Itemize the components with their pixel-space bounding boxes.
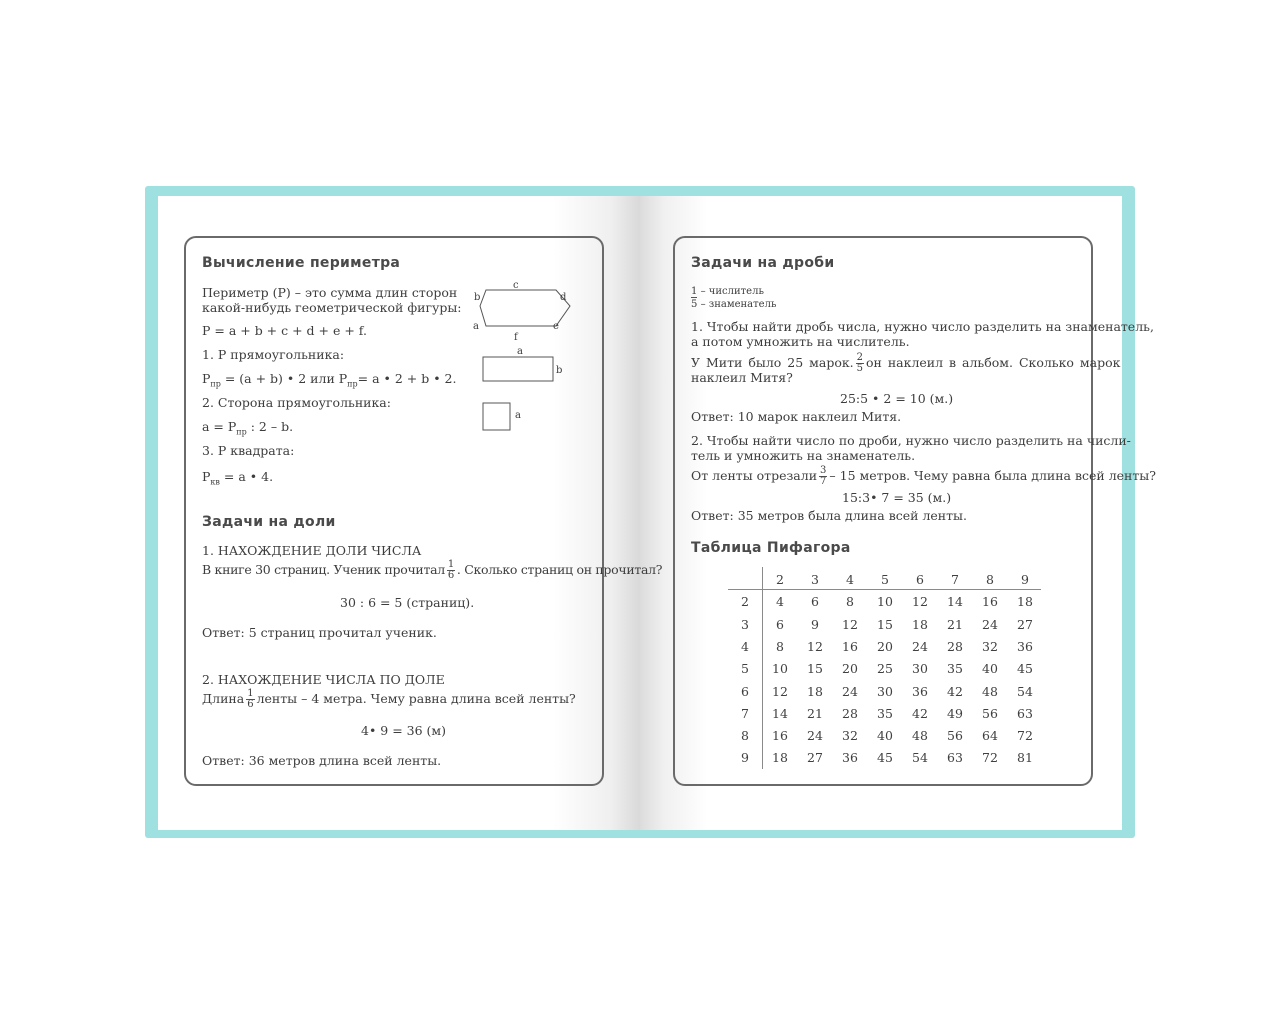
table-cell: 36 — [1017, 638, 1033, 654]
table-cell: 64 — [982, 728, 998, 744]
table-cell: 45 — [877, 750, 893, 766]
table-cell: 30 — [912, 661, 928, 677]
table-row-header: 6 — [741, 683, 749, 699]
fractions-rule-1a: 1. Чтобы найти дробь числа, нужно число разделить на знаменатель, — [691, 319, 1154, 334]
table-cell: 12 — [772, 683, 788, 699]
table-cell: 63 — [1017, 705, 1033, 721]
rect-label-a: a — [517, 346, 523, 357]
table-cell: 28 — [842, 705, 858, 721]
table-cell: 72 — [1017, 728, 1033, 744]
fraction-one-sixth-2: $\frac{1}{6}$ — [247, 688, 254, 710]
table-cell: 12 — [842, 616, 858, 632]
hex-label-b: b — [474, 292, 481, 303]
table-cell: 45 — [1017, 661, 1033, 677]
table-cell: 18 — [772, 750, 788, 766]
fractions-task-2: От ленты отрезали $\frac{3}{7}$ – 15 метров. Чему равна была длина всей ленты? — [691, 465, 1156, 487]
shares-2-task: Длина $\frac{1}{6}$ ленты – 4 метра. Чему равна длина всей ленты? — [202, 688, 576, 710]
table-cell: 16 — [772, 728, 788, 744]
table-cell: 21 — [947, 616, 963, 632]
rectangle-figure — [482, 356, 556, 384]
perimeter-definition-1: Периметр (Р) – это сумма длин сторон — [202, 285, 458, 300]
table-cell: 14 — [772, 705, 788, 721]
table-cell: 48 — [982, 683, 998, 699]
perimeter-formula: P = a + b + c + d + e + f. — [202, 323, 367, 338]
table-header-cell: 7 — [951, 572, 959, 587]
table-side-line — [762, 567, 763, 769]
table-cell: 12 — [807, 638, 823, 654]
fractions-title: Задачи на дроби — [691, 255, 835, 271]
square-formula: $P_{кв} = a$ • 4. — [202, 469, 274, 487]
table-cell: 20 — [877, 638, 893, 654]
table-cell: 15 — [807, 661, 823, 677]
table-cell: 40 — [877, 728, 893, 744]
rect-formula: $P_{пр} = (a + b)$ • 2 или $P_{пр}= a$ • 2 + b • 2. — [202, 371, 457, 389]
shares-1-calc: 30 : 6 = 5 (страниц). — [340, 595, 475, 610]
shares-1-task: В книге 30 страниц. Ученик прочитал $\frac{1}{6}$ . Сколько страниц он прочитал? — [202, 559, 663, 581]
table-cell: 10 — [877, 594, 893, 610]
table-row-header: 2 — [741, 594, 749, 610]
table-row-header: 3 — [741, 616, 749, 632]
side-formula: $a = P_{пр}$ : 2 – b. — [202, 419, 294, 437]
fractions-rule-2a: 2. Чтобы найти число по дроби, нужно число разделить на числи- — [691, 433, 1131, 448]
table-cell: 20 — [842, 661, 858, 677]
fractions-task-1-cont: наклеил Митя? — [691, 370, 793, 385]
hex-label-d: d — [560, 292, 567, 303]
hexagon-figure — [470, 276, 580, 338]
table-cell: 24 — [842, 683, 858, 699]
table-cell: 36 — [912, 683, 928, 699]
side-heading: 2. Сторона прямоугольника: — [202, 395, 391, 410]
square-heading: 3. Р квадрата: — [202, 443, 295, 458]
table-header-cell: 5 — [881, 572, 889, 587]
table-cell: 28 — [947, 638, 963, 654]
table-cell: 4 — [776, 594, 784, 610]
table-header-cell: 4 — [846, 572, 854, 587]
table-cell: 8 — [846, 594, 854, 610]
table-cell: 35 — [877, 705, 893, 721]
table-cell: 54 — [1017, 683, 1033, 699]
hex-label-c: c — [513, 280, 519, 291]
table-row-header: 5 — [741, 661, 749, 677]
shares-1-answer: Ответ: 5 страниц прочитал ученик. — [202, 625, 437, 640]
pythagoras-title: Таблица Пифагора — [691, 540, 851, 556]
shares-title: Задачи на доли — [202, 514, 336, 530]
shares-2-heading: 2. НАХОЖДЕНИЕ ЧИСЛА ПО ДОЛЕ — [202, 672, 445, 687]
shares-2-answer: Ответ: 36 метров длина всей ленты. — [202, 753, 442, 768]
fraction-legend: 1 – числитель 5 – знаменатель — [691, 286, 777, 310]
table-header-cell: 3 — [811, 572, 819, 587]
hex-label-a: a — [473, 321, 479, 332]
table-cell: 16 — [842, 638, 858, 654]
table-row-header: 7 — [741, 705, 749, 721]
table-cell: 36 — [842, 750, 858, 766]
table-cell: 18 — [807, 683, 823, 699]
table-cell: 24 — [982, 616, 998, 632]
table-cell: 27 — [1017, 616, 1033, 632]
rect-label-b: b — [556, 365, 563, 376]
fractions-calc-1: 25:5 • 2 = 10 (м.) — [840, 391, 954, 406]
table-cell: 49 — [947, 705, 963, 721]
table-cell: 15 — [877, 616, 893, 632]
table-cell: 30 — [877, 683, 893, 699]
fractions-calc-2: 15:3• 7 = 35 (м.) — [842, 490, 952, 505]
table-row-header: 9 — [741, 750, 749, 766]
table-cell: 18 — [912, 616, 928, 632]
shares-1-heading: 1. НАХОЖДЕНИЕ ДОЛИ ЧИСЛА — [202, 543, 422, 558]
table-header-cell: 8 — [986, 572, 994, 587]
table-cell: 54 — [912, 750, 928, 766]
table-cell: 48 — [912, 728, 928, 744]
table-cell: 42 — [947, 683, 963, 699]
table-cell: 42 — [912, 705, 928, 721]
table-row-header: 4 — [741, 638, 749, 654]
table-cell: 16 — [982, 594, 998, 610]
table-cell: 35 — [947, 661, 963, 677]
shares-2-calc: 4• 9 = 36 (м) — [361, 723, 447, 738]
table-cell: 9 — [811, 616, 819, 632]
fractions-rule-2b: тель и умножить на знаменатель. — [691, 448, 916, 463]
fractions-answer-2: Ответ: 35 метров была длина всей ленты. — [691, 508, 967, 523]
table-cell: 6 — [776, 616, 784, 632]
table-cell: 10 — [772, 661, 788, 677]
table-cell: 81 — [1017, 750, 1033, 766]
fractions-rule-1b: а потом умножить на числитель. — [691, 334, 910, 349]
table-cell: 72 — [982, 750, 998, 766]
table-cell: 24 — [807, 728, 823, 744]
fraction-two-fifths: $\frac{2}{5}$ — [856, 352, 864, 374]
table-cell: 12 — [912, 594, 928, 610]
hex-label-e: e — [553, 321, 559, 332]
table-cell: 18 — [1017, 594, 1033, 610]
fraction-three-sevenths: $\frac{3}{7}$ — [820, 465, 827, 487]
table-header-cell: 6 — [916, 572, 924, 587]
square-label-a: a — [515, 410, 521, 421]
table-cell: 63 — [947, 750, 963, 766]
table-row-header: 8 — [741, 728, 749, 744]
table-cell: 8 — [776, 638, 784, 654]
table-cell: 27 — [807, 750, 823, 766]
table-cell: 14 — [947, 594, 963, 610]
fractions-task-1: У Мити было 25 марок. $\frac{2}{5}$ он наклеил в альбом. Сколько марок — [691, 352, 1121, 374]
fraction-one-sixth: $\frac{1}{6}$ — [447, 559, 454, 581]
perimeter-definition-2: какой-нибудь геометрической фигуры: — [202, 300, 462, 315]
table-cell: 32 — [842, 728, 858, 744]
table-cell: 21 — [807, 705, 823, 721]
table-cell: 6 — [811, 594, 819, 610]
table-cell: 56 — [947, 728, 963, 744]
table-cell: 24 — [912, 638, 928, 654]
hex-label-f: f — [514, 332, 518, 343]
table-header-cell: 9 — [1021, 572, 1029, 587]
square-figure — [482, 402, 512, 432]
perimeter-title: Вычисление периметра — [202, 255, 401, 271]
table-cell: 56 — [982, 705, 998, 721]
rect-heading: 1. Р прямоугольника: — [202, 347, 345, 362]
table-header-line — [728, 589, 1041, 590]
fractions-answer-1: Ответ: 10 марок наклеил Митя. — [691, 409, 902, 424]
table-cell: 40 — [982, 661, 998, 677]
table-cell: 25 — [877, 661, 893, 677]
table-cell: 32 — [982, 638, 998, 654]
table-header-cell: 2 — [776, 572, 784, 587]
